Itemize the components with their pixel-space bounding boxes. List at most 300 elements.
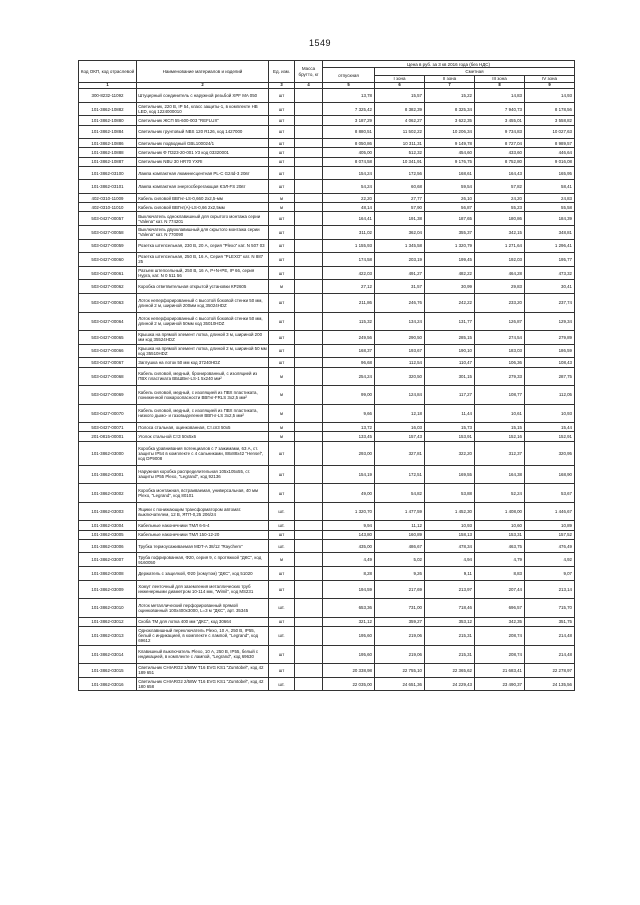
row-code: 101-3862-03014 [79, 645, 137, 664]
column-number: 6 [375, 83, 425, 89]
row-mass [295, 157, 323, 166]
header-zone2: II зона [425, 75, 475, 82]
row-mass [295, 367, 323, 386]
row-unit: шт [269, 166, 295, 180]
row-release-price: 8 074,58 [323, 157, 375, 166]
row-unit: шт [269, 617, 295, 626]
row-name: Клавишный выключатель Plexo, 10 А, 250 В, IP55, белый с индикацией, в комплекте с лампой, "Legrand", код 69630 [137, 645, 269, 664]
row-zone1-price: 191,38 [375, 212, 425, 226]
row-zone1-price: 54,82 [375, 484, 425, 503]
row-code: 101-3862-03013 [79, 626, 137, 645]
row-unit: шт [269, 312, 295, 331]
row-zone3-price: 14,83 [475, 89, 525, 103]
row-code: 503-0427-00070 [79, 404, 137, 423]
row-mass [295, 358, 323, 367]
row-code: 503-0427-00067 [79, 358, 137, 367]
row-zone1-price: 172,51 [375, 465, 425, 484]
row-code: 101-3862-10884 [79, 125, 137, 139]
row-zone4-price: 348,81 [525, 225, 575, 239]
table-row [79, 358, 575, 367]
row-unit: шт. [269, 539, 295, 553]
row-zone1-price: 1 345,58 [375, 239, 425, 253]
row-name: Лампа компактная энергосберегающая КЭЛ-FS 20вт [137, 180, 269, 194]
row-zone1-price: 327,81 [375, 441, 425, 465]
table-row [79, 102, 575, 116]
row-name: Штуцерный соединитель с наружной резьбой XPF MA 050 [137, 89, 269, 103]
row-zone4-price: 10,93 [525, 404, 575, 423]
row-code: 503-0427-00062 [79, 280, 137, 294]
row-name: Розетка штепсельная, 250 В, 16 А, Серия "PLEXO" кат. N 887 25 [137, 253, 269, 267]
row-zone2-price: 478,34 [425, 539, 475, 553]
row-zone2-price: 355,37 [425, 225, 475, 239]
row-release-price: 99,00 [323, 386, 375, 405]
row-mass [295, 331, 323, 345]
row-release-price: 22 035,00 [323, 677, 375, 691]
row-zone2-price: 4,94 [425, 553, 475, 567]
row-zone3-price: 183,03 [475, 344, 525, 358]
table-row [79, 203, 575, 212]
table-row [79, 180, 575, 194]
row-mass [295, 539, 323, 553]
row-code: 101-3862-03004 [79, 521, 137, 530]
row-zone3-price: 106,36 [475, 358, 525, 367]
row-code: 101-3862-03010 [79, 599, 137, 618]
row-zone3-price: 279,33 [475, 367, 525, 386]
row-zone2-price: 153,91 [425, 432, 475, 441]
row-name: Кабель силовой, медный, с изоляцией из ПВХ пластиката, пониженной пожароопасности ВВГнг-FRLS 3х2,5 мм² [137, 386, 269, 405]
row-zone3-price: 10,61 [475, 404, 525, 423]
row-zone4-price: 55,58 [525, 203, 575, 212]
row-unit: м [269, 432, 295, 441]
row-unit: шт [269, 89, 295, 103]
row-zone4-price: 24 135,56 [525, 677, 575, 691]
row-release-price: 321,12 [323, 617, 375, 626]
row-mass [295, 116, 323, 125]
row-code: 101-3862-03007 [79, 553, 137, 567]
row-mass [295, 580, 323, 599]
row-name: Коробка уравнивания потенциалов с 7 зажимами, 63 А, ст. защиты IP54 в комплекте с 4 сальниками, 88х88х42 "Hensel", код DP9008 [137, 441, 269, 465]
table-row [79, 539, 575, 553]
row-unit: шт. [269, 626, 295, 645]
row-zone4-price: 58,41 [525, 180, 575, 194]
row-zone4-price: 9,07 [525, 567, 575, 581]
row-code: 101-3862-03002 [79, 484, 137, 503]
row-zone1-price: 157,43 [375, 432, 425, 441]
row-zone1-price: 27,77 [375, 194, 425, 203]
row-code: 101-3862-03000 [79, 441, 137, 465]
row-mass [295, 180, 323, 194]
row-unit: м [269, 404, 295, 423]
row-zone1-price: 362,04 [375, 225, 425, 239]
row-zone3-price: 4,79 [475, 553, 525, 567]
row-zone2-price: 199,45 [425, 253, 475, 267]
row-unit: шт [269, 530, 295, 539]
row-zone3-price: 8 727,04 [475, 139, 525, 148]
row-release-price: 1 155,93 [323, 239, 375, 253]
column-number: 5 [323, 83, 375, 89]
row-zone4-price: 3 558,82 [525, 116, 575, 125]
row-zone2-price: 168,61 [425, 166, 475, 180]
row-zone2-price: 53,88 [425, 484, 475, 503]
row-code: 101-3862-10886 [79, 139, 137, 148]
row-zone2-price: 215,31 [425, 645, 475, 664]
row-zone3-price: 8 752,80 [475, 157, 525, 166]
row-mass [295, 293, 323, 312]
column-number: 3 [269, 83, 295, 89]
row-unit: шт [269, 212, 295, 226]
row-zone4-price: 10,89 [525, 521, 575, 530]
table-row [79, 530, 575, 539]
row-unit: шт. [269, 677, 295, 691]
row-zone3-price: 10,60 [475, 521, 525, 530]
row-zone4-price: 476,49 [525, 539, 575, 553]
row-zone3-price: 464,28 [475, 266, 525, 280]
row-code: 101-3862-03005 [79, 530, 137, 539]
row-zone4-price: 8 178,56 [525, 102, 575, 116]
row-zone1-price: 31,57 [375, 280, 425, 294]
row-code: 101-3862-10887 [79, 157, 137, 166]
row-zone1-price: 15,57 [375, 89, 425, 103]
row-unit: шт [269, 344, 295, 358]
row-code: 503-0427-00064 [79, 312, 137, 331]
row-zone3-price: 55,23 [475, 203, 525, 212]
row-unit: шт [269, 441, 295, 465]
row-name: Светильник ЖСП 55-600-003 "REFLUX" [137, 116, 269, 125]
row-zone2-price: 718,46 [425, 599, 475, 618]
row-mass [295, 239, 323, 253]
row-zone1-price: 217,69 [375, 580, 425, 599]
row-code: 101-3862-10882 [79, 102, 137, 116]
row-zone4-price: 15,44 [525, 423, 575, 432]
row-zone1-price: 11,12 [375, 521, 425, 530]
row-name: Лоток металлический перфорированный прямой оцинкованный 100х400х3000, L=3 м "ДКС", арт. 35345 [137, 599, 269, 618]
row-zone1-price: 491,27 [375, 266, 425, 280]
row-release-price: 115,32 [323, 312, 375, 331]
table-body [79, 89, 575, 691]
table-row [79, 89, 575, 103]
column-number: 8 [475, 83, 525, 89]
row-mass [295, 212, 323, 226]
row-mass [295, 280, 323, 294]
header-mass: Масса брутто, кг [295, 61, 323, 83]
row-code: 503-0427-00069 [79, 386, 137, 405]
row-zone2-price: 26,10 [425, 194, 475, 203]
row-zone2-price: 190,10 [425, 344, 475, 358]
table-row [79, 626, 575, 645]
table-row [79, 677, 575, 691]
row-zone3-price: 24,20 [475, 194, 525, 203]
row-zone2-price: 24 229,43 [425, 677, 475, 691]
row-name: Крышка на прямой элемент лотка, длиной 2 м, шириной 50 мм код 35510HDZ [138, 345, 267, 357]
row-zone3-price: 1 408,00 [475, 502, 525, 521]
table-row [79, 280, 575, 294]
row-code: 101-3862-10880 [79, 116, 137, 125]
row-release-price: 7 325,42 [323, 102, 375, 116]
row-zone3-price: 192,03 [475, 253, 525, 267]
table-row [79, 312, 575, 331]
row-zone1-price: 5,02 [375, 553, 425, 567]
table-row [79, 432, 575, 441]
row-zone4-price: 715,70 [525, 599, 575, 618]
row-zone1-price: 359,27 [375, 617, 425, 626]
row-zone1-price: 219,06 [375, 645, 425, 664]
row-zone3-price: 8,83 [475, 567, 525, 581]
row-zone2-price: 56,87 [425, 203, 475, 212]
row-release-price: 27,12 [323, 280, 375, 294]
row-zone3-price: 180,86 [475, 212, 525, 226]
row-zone3-price: 23 490,37 [475, 677, 525, 691]
row-zone2-price: 9,11 [425, 567, 475, 581]
row-zone4-price: 351,75 [525, 617, 575, 626]
row-zone1-price: 731,00 [375, 599, 425, 618]
row-unit: шт [269, 331, 295, 345]
row-release-price: 143,80 [323, 530, 375, 539]
row-mass [295, 645, 323, 664]
header-zone3: III зона [475, 75, 525, 82]
row-unit: шт [269, 465, 295, 484]
row-zone3-price: 463,75 [475, 539, 525, 553]
header-code: Код ОКП, код отраслевой [79, 61, 137, 83]
table-row [79, 331, 575, 345]
row-release-price: 8,28 [323, 567, 375, 581]
row-code: 503-0427-00065 [79, 331, 137, 345]
row-zone1-price: 4 062,27 [375, 116, 425, 125]
row-zone3-price: 312,37 [475, 441, 525, 465]
row-zone2-price: 8 325,34 [425, 102, 475, 116]
row-zone1-price: 246,76 [375, 293, 425, 312]
row-code: 300-8232-11092 [79, 89, 137, 103]
row-unit: шт [269, 157, 295, 166]
row-zone4-price: 112,05 [525, 386, 575, 405]
row-zone2-price: 169,55 [425, 465, 475, 484]
row-mass [295, 344, 323, 358]
row-code: 101-3862-03003 [79, 502, 137, 521]
row-zone3-price: 207,44 [475, 580, 525, 599]
row-zone2-price: 3 622,35 [425, 116, 475, 125]
row-unit: шт [269, 484, 295, 503]
row-zone2-price: 30,99 [425, 280, 475, 294]
row-code: 503-0427-00057 [79, 212, 137, 226]
row-name: Розетка штепсельная, 230 В, 20 А, серия "Plexo" кат. N 507 03 [137, 239, 269, 253]
row-zone4-price: 214,48 [525, 626, 575, 645]
row-mass [295, 502, 323, 521]
row-mass [295, 225, 323, 239]
row-name: Выключатель двухклавишный для скрытого монтажа серии "Valena" кат. N 770090 [137, 225, 269, 239]
table-row [79, 166, 575, 180]
row-name: Светильник грунтовый NBS 120 R126, код 1427000 [137, 125, 269, 139]
row-unit: м [269, 386, 295, 405]
table-row [79, 599, 575, 618]
row-name: Кабельные наконечники ТМЛ 6-5-4 [137, 521, 269, 530]
row-code: 503-0427-00066 [79, 344, 137, 358]
row-zone3-price: 15,15 [475, 423, 525, 432]
row-mass [295, 553, 323, 567]
row-mass [295, 441, 323, 465]
row-release-price: 293,00 [323, 441, 375, 465]
row-name: Крышка на прямой элемент лотка, длиной 3 м, шириной 200 мм код 35524HDZ [137, 331, 269, 345]
row-unit: шт [269, 139, 295, 148]
row-unit: шт [269, 645, 295, 664]
row-zone4-price: 473,32 [525, 266, 575, 280]
row-zone1-price: 290,50 [375, 331, 425, 345]
row-release-price: 168,37 [323, 344, 375, 358]
row-code: 402-0310-11010 [79, 203, 137, 212]
row-unit: шт [269, 239, 295, 253]
row-mass [295, 465, 323, 484]
row-code: 101-3862-10888 [79, 148, 137, 157]
row-code: 101-3862-03016 [79, 677, 137, 691]
table-row [79, 148, 575, 157]
row-zone2-price: 1 452,30 [425, 502, 475, 521]
table-row [79, 253, 575, 267]
row-zone4-price: 152,91 [525, 432, 575, 441]
row-release-price: 254,24 [323, 367, 375, 386]
row-name: Светильник NBU 30 HR70 YXRI [137, 157, 269, 166]
row-zone4-price: 184,39 [525, 212, 575, 226]
row-release-price: 174,58 [323, 253, 375, 267]
row-name: Лоток неперфорированный с высотой боковой стенки 50 мм, длиной 2 м, шириной 50мм код 35010HDZ [137, 312, 269, 331]
table-row [79, 125, 575, 139]
row-mass [295, 599, 323, 618]
row-mass [295, 203, 323, 212]
row-mass [295, 617, 323, 626]
row-unit: м [269, 203, 295, 212]
row-zone1-price: 219,06 [375, 626, 425, 645]
row-zone3-price: 1 271,64 [475, 239, 525, 253]
table-row [79, 139, 575, 148]
row-code: 101-3862-03006 [79, 539, 137, 553]
row-code: 101-3862-03015 [79, 664, 137, 678]
table-row [79, 521, 575, 530]
row-zone3-price: 208,74 [475, 626, 525, 645]
row-mass [295, 139, 323, 148]
row-release-price: 1 320,70 [323, 502, 375, 521]
row-zone4-price: 237,74 [525, 293, 575, 312]
row-release-price: 13,72 [323, 423, 375, 432]
row-unit: шт [269, 148, 295, 157]
table-row [79, 367, 575, 386]
row-name: Уголок стальной СтЗ 50х5х6 [137, 432, 269, 441]
row-zone2-price: 131,77 [425, 312, 475, 331]
row-name: Кабельные наконечники ТМЛ 150-12-20 [137, 530, 269, 539]
row-release-price: 48,14 [323, 203, 375, 212]
table-row [79, 423, 575, 432]
row-zone3-price: 29,83 [475, 280, 525, 294]
row-mass [295, 677, 323, 691]
row-unit: шт [269, 664, 295, 678]
row-zone4-price: 1 296,41 [525, 239, 575, 253]
row-zone4-price: 446,64 [525, 148, 575, 157]
row-zone1-price: 9,26 [375, 567, 425, 581]
price-table-wrapper [78, 60, 574, 691]
row-zone4-price: 108,43 [525, 358, 575, 367]
header-unit: Ед. изм. [269, 61, 295, 83]
row-mass [295, 125, 323, 139]
table-row [79, 617, 575, 626]
row-zone2-price: 10,93 [425, 521, 475, 530]
header-estimate: Сметная [375, 68, 575, 75]
row-zone4-price: 287,75 [525, 367, 575, 386]
row-name: Лампа компактная люминесцентная PL-C G24d-3 20вт [137, 166, 269, 180]
row-zone1-price: 24 651,36 [375, 677, 425, 691]
price-table [78, 60, 575, 691]
row-name: Скоба ТМ для лотка 400 мм "ДКС", код 30664 [137, 617, 269, 626]
column-number: 1 [79, 83, 137, 89]
row-release-price: 435,00 [323, 539, 375, 553]
row-zone3-price: 7 940,73 [475, 102, 525, 116]
row-unit: шт [269, 116, 295, 125]
table-row [79, 344, 575, 358]
row-zone3-price: 3 455,01 [475, 116, 525, 125]
row-zone4-price: 214,48 [525, 645, 575, 664]
row-release-price: 195,60 [323, 626, 375, 645]
row-mass [295, 148, 323, 157]
row-code: 503-0427-00058 [79, 225, 137, 239]
row-zone2-price: 353,12 [425, 617, 475, 626]
column-number: 2 [137, 83, 269, 89]
table-row [79, 441, 575, 465]
row-mass [295, 266, 323, 280]
row-zone3-price: 342,15 [475, 225, 525, 239]
row-zone2-price: 454,60 [425, 148, 475, 157]
row-code: 101-3862-03009 [79, 580, 137, 599]
row-zone3-price: 164,43 [475, 166, 525, 180]
row-zone2-price: 158,13 [425, 530, 475, 539]
row-zone3-price: 164,38 [475, 465, 525, 484]
row-mass [295, 484, 323, 503]
row-zone1-price: 57,90 [375, 203, 425, 212]
row-name: Лоток неперфорированный с высотой боковой стенки 50 мм, длиной 2 м, шириной 200мм код 35024HDZ [137, 293, 269, 312]
row-release-price: 249,56 [323, 331, 375, 345]
row-zone2-price: 110,47 [425, 358, 475, 367]
table-row [79, 212, 575, 226]
row-zone2-price: 285,15 [425, 331, 475, 345]
row-zone3-price: 57,82 [475, 180, 525, 194]
row-zone3-price: 433,60 [475, 148, 525, 157]
row-name: Светильник, 220 В, IP 54, класс защиты-1, в комплекте НВ LED, код 1224000010 [137, 102, 269, 116]
row-unit: шт [269, 253, 295, 267]
row-unit: шт [269, 225, 295, 239]
row-release-price: 8 880,51 [323, 125, 375, 139]
row-name: Труба гофрированная, Ф20, серия 9, с протяжкой "ДКС", код 9160050 [137, 553, 269, 567]
column-number: 9 [525, 83, 575, 89]
row-zone1-price: 1 477,59 [375, 502, 425, 521]
row-name: Трубка термоусаживаемая MDT-A 38/12 "Raychem" [137, 539, 269, 553]
row-name: Наружная коробка распределительная 105х105х55, ст. защиты IP55 Plexo, "Legrand", код 92136 [137, 465, 269, 484]
table-row [79, 645, 575, 664]
row-name: Кабель силовой ВВГнг(А)-LS-0,66 2х2,5мм [137, 203, 269, 212]
row-zone2-price: 9 176,75 [425, 157, 475, 166]
row-zone2-price: 213,97 [425, 580, 475, 599]
row-zone4-price: 1 446,67 [525, 502, 575, 521]
row-release-price: 194,59 [323, 580, 375, 599]
row-name: Светильник CHIARO2 2/58W T16 EVG KS1 "Zumtobel", код 42 180 658 [137, 677, 269, 691]
row-release-price: 9,94 [323, 521, 375, 530]
row-unit: шт [269, 266, 295, 280]
row-name: Коробка монтажная, встраиваемая, универсальная, 40 мм Plexo, "Legrand", код 80101 [137, 484, 269, 503]
table-row [79, 194, 575, 203]
row-zone4-price: 53,67 [525, 484, 575, 503]
row-code: 503-0427-00068 [79, 367, 137, 386]
row-zone1-price: 320,50 [375, 367, 425, 386]
row-release-price: 3 187,29 [323, 116, 375, 125]
row-release-price: 22,20 [323, 194, 375, 203]
page-number: 1549 [308, 38, 332, 48]
row-zone4-price: 157,52 [525, 530, 575, 539]
row-zone1-price: 10 311,31 [375, 139, 425, 148]
row-unit: шт [269, 293, 295, 312]
column-number: 4 [295, 83, 323, 89]
